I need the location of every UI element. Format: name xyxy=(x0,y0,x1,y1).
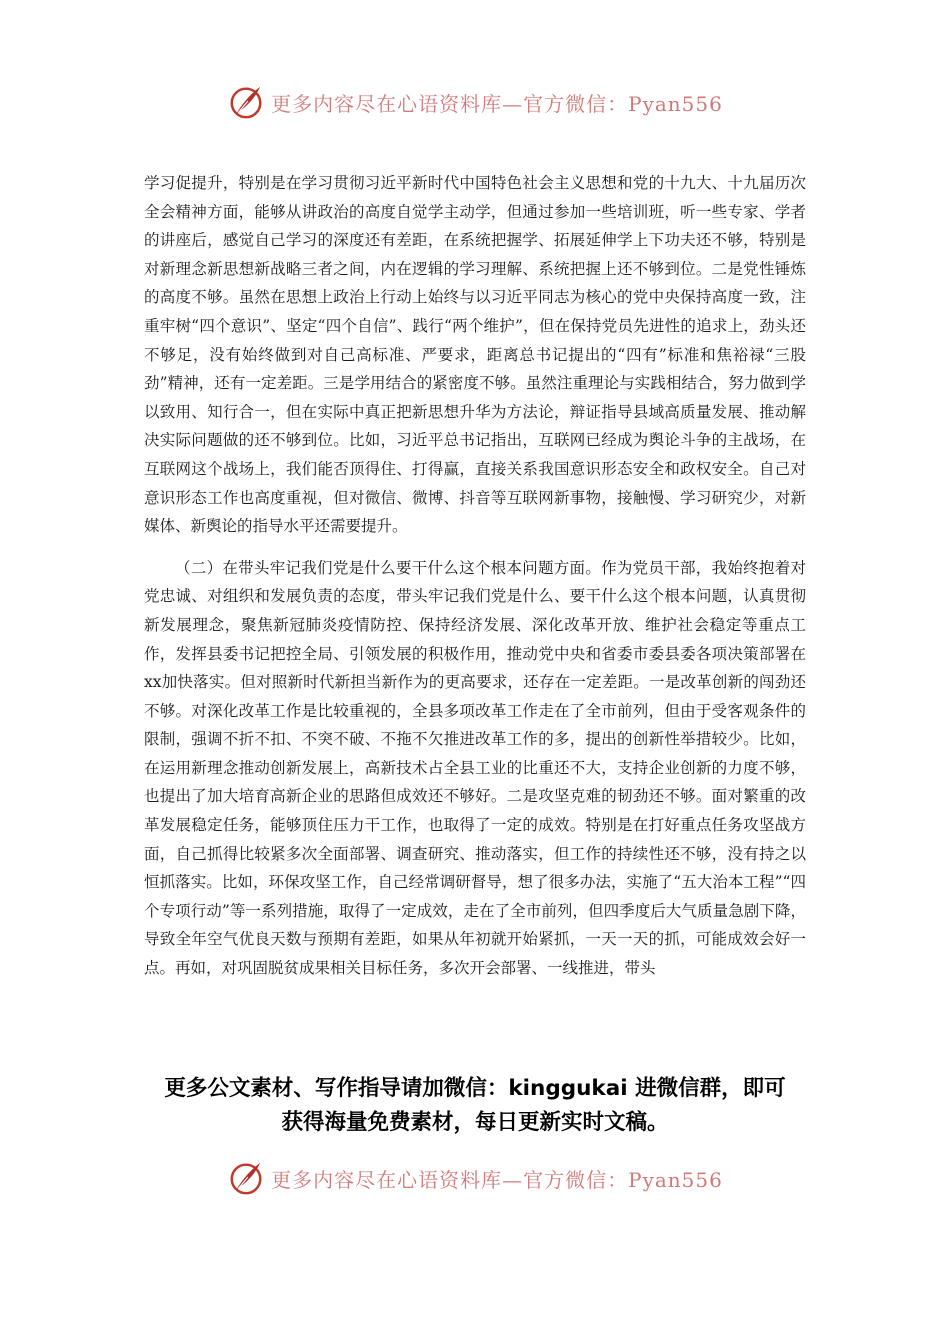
footer-banner xyxy=(0,1156,950,1200)
document-body xyxy=(144,169,806,983)
promo-line: 获得海量免费素材，每日更新实时文稿。 xyxy=(281,1110,669,1135)
body-paragraph: 学习促提升，特别是在学习贯彻习近平新时代中国特色社会主义思想和党的十九大、十九届历次全会精神方面，能够从讲政治的高度自觉学主动学，但通过参加一些培训班，听一些专家、学者的讲座后，感觉自己学习的深度还有差距，在系统把握学、拓展延伸学上下功夫还不够，特别是对新理念新思想新战略三者之间，内在逻辑的学习理解、系统把握上还不够到位。二是党性锤炼的高度不够。虽然在思想上政治上行动上始终与以习近平同志为核心的党中央保持高度一致，注重牢树“四个意识”、坚定“四个自信”、践行“两个维护”，但在保持党员先进性的追求上，劲头还不够足，没有始终做到对自己高标准、严要求，距离总书记提出的“四有”标准和焦裕禄“三股劲”精神，还有一定差距。三是学用结合的紧密度不够。虽然注重理论与实践相结合，努力做到学以致用、知行合一，但在实际中真正把新思想升华为方法论，辩证指导县域高质量发展、推动解决实际问题做的还不够到位。比如，习近平总书记指出，互联网已经成为舆论斗争的主战场，在互联网这个战场上，我们能否顶得住、打得赢，直接关系我国意识形态安全和政权安全。自己对意识形态工作也高度重视，但对微信、微博、抖音等互联网新事物，接触慢、学习研究少，对新媒体、新舆论的指导水平还需要提升。 xyxy=(144,174,806,536)
quill-pen-logo-icon xyxy=(227,1159,265,1197)
quill-pen-logo-icon xyxy=(227,83,265,121)
promo-line: 更多公文素材、写作指导请加微信：kinggukai 进微信群，即可 xyxy=(164,1076,786,1101)
promo-notice xyxy=(100,1072,850,1140)
header-banner xyxy=(0,80,950,124)
header-banner-text: 更多内容尽在心语资料库—官方微信：Pyan556 xyxy=(271,91,723,116)
body-paragraph: （二）在带头牢记我们党是什么要干什么这个根本问题方面。作为党员干部，我始终抱着对党忠诚、对组织和发展负责的态度，带头牢记我们党是什么、要干什么这个根本问题，认真贯彻新发展理念，聚焦新冠肺炎疫情防控、保持经济发展、深化改革开放、维护社会稳定等重点工作，发挥县委书记把控全局、引领发展的积极作用，推动党中央和省委市委县委各项决策部署在xx加快落实。但对照新时代新担当新作为的更高要求，还存在一定差距。一是改革创新的闯劲还不够。对深化改革工作是比较重视的，全县多项改革工作走在了全市前列，但由于受客观条件的限制，强调不折不扣、不突不破、不拖不欠推进改革工作的多，提出的创新性举措较少。比如，在运用新理念推动创新发展上，高新技术占全县工业的比重还不大，支持企业创新的力度不够，也提出了加大培育高新企业的思路但成效还不够好。二是攻坚克难的韧劲还不够。面对繁重的改革发展稳定任务，能够顶住压力干工作，也取得了一定的成效。特别是在打好重点任务攻坚战方面，自己抓得比较紧多次全面部署、调查研究、推动落实，但工作的持续性还不够，没有持之以恒抓落实。比如，环保攻坚工作，自己经常调研督导，想了很多办法，实施了“五大治本工程”“四个专项行动”等一系列措施，取得了一定成效，走在了全市前列，但四季度后大气质量急剧下降，导致全年空气优良天数与预期有差距，如果从年初就开始紧抓，一天一天的抓，可能成效会好一点。再如，对巩固脱贫成果相关目标任务，多次开会部署、一线推进，带头 xyxy=(144,558,806,978)
footer-banner-text: 更多内容尽在心语资料库—官方微信：Pyan556 xyxy=(271,1167,723,1192)
